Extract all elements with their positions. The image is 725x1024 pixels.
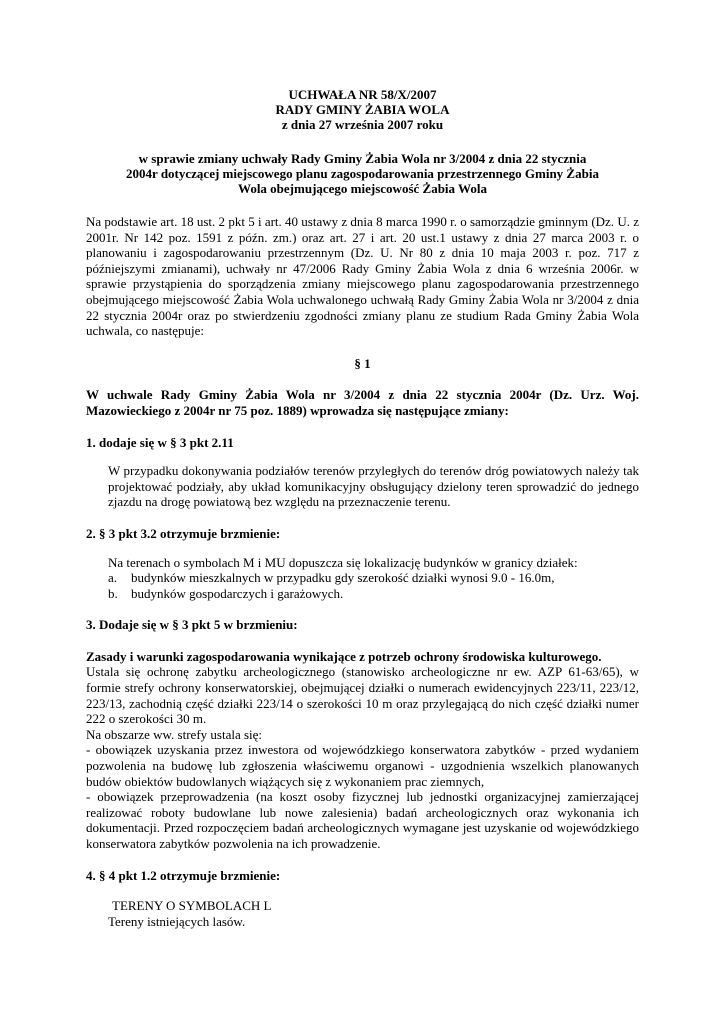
subject-line-1: w sprawie zmiany uchwały Rady Gminy Żabia Wola nr 3/2004 z dnia 22 stycznia bbox=[138, 151, 587, 166]
item-3-paragraph-1: Ustala się ochronę zabytku archeologicznego (stanowisko archeologiczne nr ew. AZP 61-63/65), w formie strefy ochrony konserwatorskiej, obejmującej działki o numerach ewidencyjnych 223/11, 223/12, 223/13, zachodnią część działki 223/14 o szerokości 10 m oraz przylegającą do nich część działki numer 222 o szerokości 30 m. bbox=[86, 664, 639, 727]
subject-line-2: 2004r dotyczącej miejscowego planu zagospodarowania przestrzennego Gminy Żabia bbox=[126, 166, 599, 181]
list-item-text: budynków gospodarczych i garażowych. bbox=[131, 585, 344, 601]
preamble: Na podstawie art. 18 ust. 2 pkt 5 i art. 40 ustawy z dnia 8 marca 1990 r. o samorządzie gminnym (Dz. U. z 2001r. Nr 142 poz. 1591 z późn. zm.) oraz art. 27 i art. 20 ust.1 ustawy z dnia 27 marca 2003 r. o planowaniu i zagospodarowaniu przestrzennym (Dz. U. Nr 80 z dnia 10 maja 2003 r. poz. 717 z późniejszymi zmianami), uchwały nr 47/2006 Rady Gminy Żabia Wola z dnia 6 września 2006r. w sprawie przystąpienia do sporządzenia zmiany miejscowego planu zagospodarowania przestrzennego obejmującego miejscowość Żabia Wola uchwalonego uchwałą Rady Gminy Żabia Wola nr 3/2004 z dnia 22 stycznia 2004r oraz po stwierdzeniu zgodności zmiany planu ze studium Rada Gminy Żabia Wola uchwala, co następuje: bbox=[86, 214, 639, 339]
item-4-heading: 4. § 4 pkt 1.2 otrzymuje brzmienie: bbox=[86, 867, 281, 883]
item-1-text: W przypadku dokonywania podziałów terenów przyległych do terenów dróg powiatowych należy tak projektować podziały, aby układ komunikacyjny obsługujący dzielony teren sprowadzić do jednego zjazdu na drogę powiatową bez względu na przeznaczenie terenu. bbox=[108, 463, 639, 510]
resolution-date: z dnia 27 września 2007 roku bbox=[281, 117, 444, 132]
list-marker: a. bbox=[108, 570, 118, 586]
item-3-heading: 3. Dodaje się w § 3 pkt 5 w brzmieniu: bbox=[86, 617, 298, 633]
list-item bbox=[86, 570, 639, 586]
council-name: RADY GMINY ŻABIA WOLA bbox=[275, 102, 450, 117]
amendment-intro: W uchwale Rady Gminy Żabia Wola nr 3/2004 z dnia 22 stycznia 2004r (Dz. Urz. Woj. Mazowieckiego z 2004r nr 75 poz. 1889) wprowadza się następujące zmiany: bbox=[86, 387, 639, 418]
list-item-text: budynków mieszkalnych w przypadku gdy szerokość działki wynosi 9.0 - 16.0m, bbox=[131, 570, 555, 586]
item-3-paragraph-3: - obowiązek uzyskania przez inwestora od wojewódzkiego konserwatora zabytków - przed wydaniem pozwolenia na budowę lub zgłoszenia właściwemu organowi - uzgodnienia wszelkich planowanych budów obiektów budowlanych wiążących się z wykonaniem prac ziemnych, bbox=[86, 742, 639, 789]
item-3-paragraph-4: - obowiązek przeprowadzenia (na koszt osoby fizycznej lub jednostki organizacyjnej zamierzającej realizować roboty budowlane lub nowe zalesienia) badań archeologicznych oraz wykonania ich dokumentacji. Przed rozpoczęciem badań archeologicznych wymagane jest uzyskanie od wojewódzkiego konserwatora zabytków pozwolenia na ich prowadzenie. bbox=[86, 789, 639, 851]
item-3-paragraph-2: Na obszarze ww. strefy ustala się: bbox=[86, 726, 263, 742]
resolution-number: UCHWAŁA NR 58/X/2007 bbox=[288, 87, 437, 102]
list-item bbox=[86, 586, 639, 602]
section-mark: § 1 bbox=[354, 355, 371, 371]
item-4-symbol: TERENY O SYMBOLACH L bbox=[112, 898, 272, 914]
document-body bbox=[86, 87, 639, 929]
list-marker: b. bbox=[108, 585, 118, 601]
item-1-heading: 1. dodaje się w § 3 pkt 2.11 bbox=[86, 434, 234, 450]
item-4-description: Tereny istniejących lasów. bbox=[108, 913, 246, 929]
item-2-heading: 2. § 3 pkt 3.2 otrzymuje brzmienie: bbox=[86, 525, 281, 541]
subject-line-3: Wola obejmującego miejscowość Żabia Wola bbox=[238, 181, 487, 196]
item-3-subheading: Zasady i warunki zagospodarowania wynikające z potrzeb ochrony środowiska kulturowego. bbox=[86, 648, 602, 664]
item-2-text: Na terenach o symbolach M i MU dopuszcza się lokalizację budynków w granicy działek: bbox=[108, 554, 578, 570]
